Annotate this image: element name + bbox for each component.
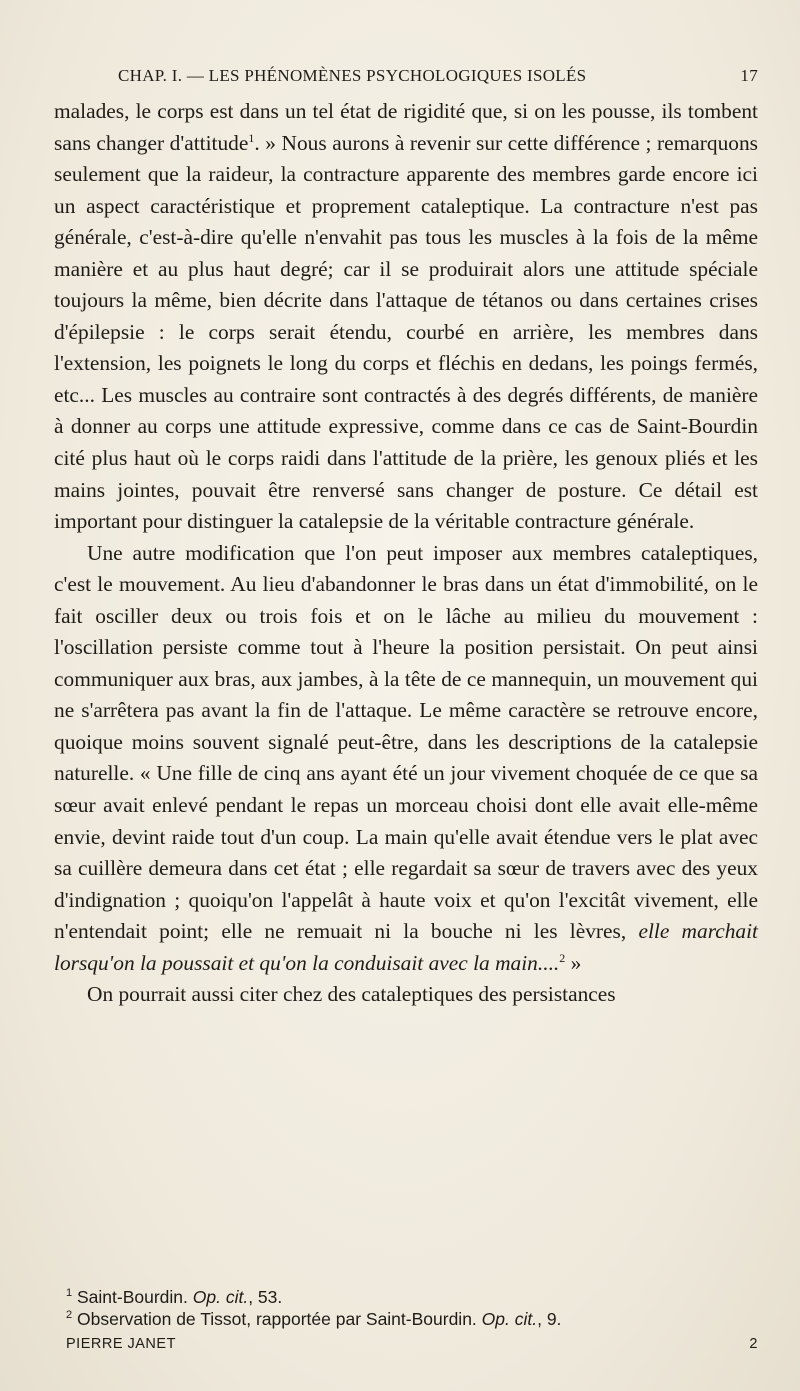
footnote-ref-2: 2 (559, 950, 566, 965)
page-header (118, 66, 758, 86)
paragraph-1 (54, 96, 758, 538)
footnote-mark: 1 (66, 1287, 73, 1300)
footnote-text: Saint-Bourdin. (72, 1287, 193, 1307)
page-number: 17 (740, 66, 758, 85)
footnote-1 (66, 1287, 758, 1309)
footnote-2 (66, 1309, 758, 1331)
footnote-citation: Op. cit. (481, 1308, 538, 1329)
paragraph-2-text-b: » (565, 950, 582, 975)
footnote-mark: 2 (66, 1308, 73, 1321)
footnote-page: , 9. (537, 1308, 562, 1329)
footnotes (66, 1287, 758, 1330)
paragraph-3: On pourrait aussi citer chez des cataleptiques des persistances (87, 982, 616, 1007)
footnote-ref-1: 1 (248, 130, 255, 145)
printer-signature (66, 1336, 758, 1352)
footnote-page: , 53. (248, 1287, 283, 1307)
paragraph-1-text-b: . » Nous aurons à revenir sur cette différence ; remarquons seulement que la raideur, la contracture apparente des membres garde encore ici un aspect caractéristique et proprement cataleptique. La contracture n'est pas générale, c'est-à-dire qu'elle n'envahit pas tous les muscles à la fois de la même manière et au plus haut degré; car il se produirait alors une attitude spéciale toujours la même, bien décrite dans l'attaque de tétanos ou dans certaines crises d'épilepsie : le corps serait étendu, courbé en arrière, les membres dans l'extension, les poignets le long du corps et fléchis en dedans, les poings fermés, etc... Les muscles au contraire sont contractés à des degrés différents, de manière à donner au corps une attitude expressive, comme dans ce cas de Saint-Bourdin cité plus haut où le corps raidi dans l'attitude de la prière, les genoux pliés et les mains jointes, pouvait être renversé sans changer de posture. Ce détail est important pour distinguer la catalepsie de la véritable contracture générale. (54, 130, 758, 534)
running-title: CHAP. I. — LES PHÉNOMÈNES PSYCHOLOGIQUES ISOLÉS (118, 66, 587, 85)
signature-author: PIERRE JANET (66, 1336, 176, 1352)
footnote-citation: Op. cit. (192, 1287, 249, 1307)
paragraph-2 (54, 538, 758, 980)
signature-number: 2 (749, 1336, 758, 1352)
paragraph-1-text-a: malades, le corps est dans un tel état de rigidité que, si on les pousse, ils tombent sans changer d'attitude (54, 99, 758, 155)
paragraph-2-text-a: Une autre modification que l'on peut imposer aux membres cataleptiques, c'est le mouvement. Au lieu d'abandonner le bras dans un état d'immobilité, on le fait osciller deux ou trois fois et on le lâche au milieu du mouvement : l'oscillation persiste comme tout à l'heure la position persistait. On peut ainsi communiquer aux bras, aux jambes, à la tête de ce mannequin, un mouvement qui ne s'arrêtera pas avant la fin de l'attaque. Le même caractère se retrouve encore, quoique moins souvent signalé peut-être, dans les descriptions de la catalepsie naturelle. « Une fille de cinq ans ayant été un jour vivement choquée de ce que sa sœur avait enlevé pendant le repas un morceau choisi dont elle avait elle-même envie, devint raide tout d'un coup. La main qu'elle avait étendue vers le plat avec sa cuillère demeura dans cet état ; elle regardait sa sœur de travers avec des yeux d'indignation ; quoiqu'on l'appelât à haute voix et qu'on l'excitât vivement, elle n'entendait point; elle ne remuait ni la bouche ni les lèvres, (54, 540, 758, 944)
footnote-text: Observation de Tissot, rapportée par Saint-Bourdin. (72, 1308, 482, 1329)
main-text (54, 96, 758, 1011)
paragraph-2-italic-quote: elle marchait lorsqu'on la poussait et qu'on la conduisait avec la main.... (54, 919, 759, 975)
